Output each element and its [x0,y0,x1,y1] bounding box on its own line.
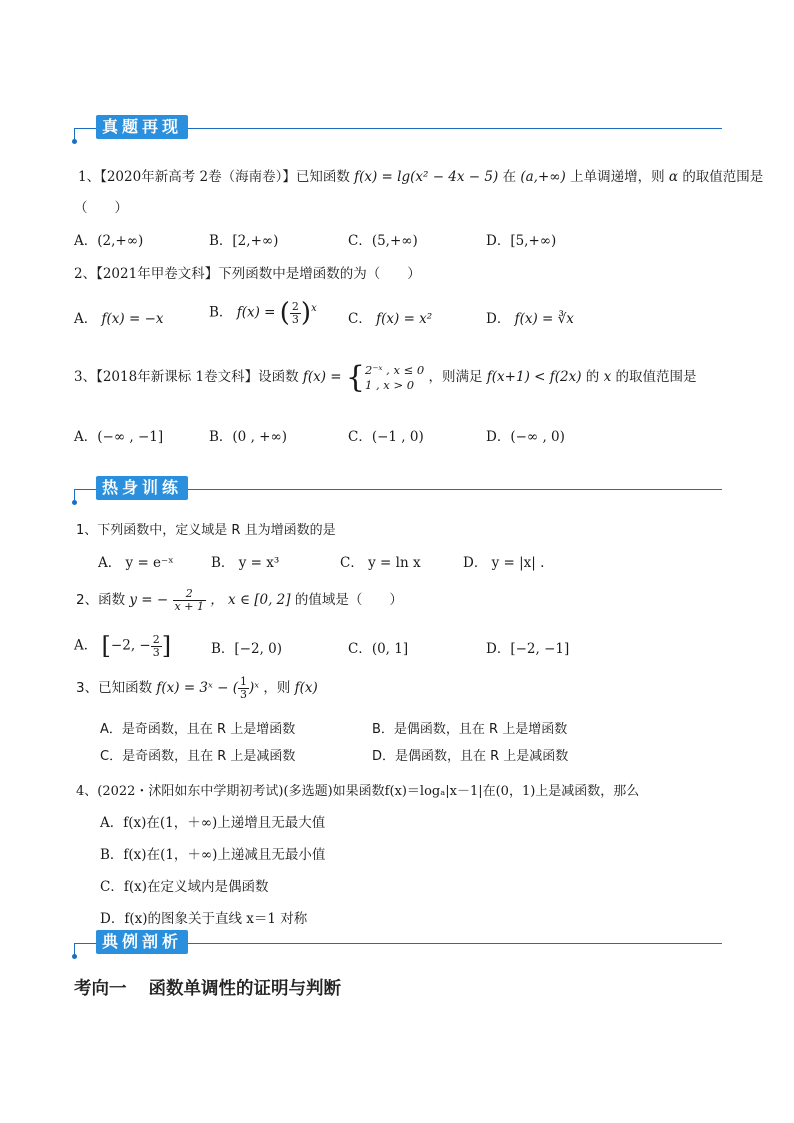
option-a [74,632,171,660]
section-header-zhenti [74,114,722,144]
option-c: C．(−1 , 0) [348,429,424,445]
option-letter: B． [209,304,233,321]
math-expr: (a,+∞) [520,169,566,185]
option-c: C．(0, 1] [348,641,409,657]
numerator: 2 [152,632,160,646]
question-text: 3、【2018年新课标 1卷文科】设函数 [74,369,299,385]
header-dot [72,954,77,959]
option-a: A．是奇函数，且在 R 上是增函数 [100,722,296,737]
math-expr: f(x+1) < f(2x) [486,369,582,385]
math-expr: f(x) = 3ˣ − ( [156,680,238,696]
header-dot [72,139,77,144]
option-b: B．(0 , +∞) [209,429,287,445]
question-2-2 [76,588,403,613]
option-c: C． y = ln x [340,555,421,571]
math-expr: −2, − [110,637,151,654]
question-1-1 [78,165,763,185]
option-b: B．[−2, 0) [211,641,283,657]
brace: { [345,360,366,395]
fraction [238,676,249,701]
bracket-left: [ [101,632,111,660]
denominator: x + 1 [174,600,204,613]
question-text: 3、已知函数 [76,680,153,696]
math-expr: y = − [129,592,169,608]
question-2-1: 1、下列函数中，定义域是 R 且为增函数的是 [76,523,336,538]
math-expr: x [603,369,612,385]
denominator: 3 [291,312,299,326]
option-c: C．f(x)在定义域内是偶函数 [100,879,269,895]
option-c: C．(5,+∞) [348,233,418,249]
option-a [74,307,164,327]
question-2-3 [76,676,318,701]
paren-right: ) [300,298,312,328]
option-letter: A． [74,637,98,654]
question-1-3 [74,360,696,395]
option-b: B．f(x)在(1，＋∞)上递减且无最小值 [100,847,326,863]
option-letter: D． [486,311,511,327]
question-text: 的值域是（ ） [294,592,403,608]
heading-title: 函数单调性的证明与判断 [148,979,341,999]
option-b: B．[2,+∞) [209,233,279,249]
paren-left: ( [279,298,290,328]
math-expr: ， x ∈ [0, 2] [210,592,291,608]
question-text: 的取值范围是 [615,369,697,385]
option-d: D．(−∞ , 0) [486,429,565,445]
option-b: B． y = x³ [211,555,280,571]
question-text: 在 [502,169,517,185]
math-expr: f(x) = lg(x² − 4x − 5) [354,169,499,185]
fraction [151,634,162,659]
math-expr: f(x) = [302,369,342,385]
math-expr: )ˣ [248,680,260,696]
option-d: D．[5,+∞) [486,233,557,249]
option-letter: A． [74,311,98,327]
math-expr: f(x) = −x [101,311,164,327]
option-d: D．是偶函数，且在 R 上是减函数 [372,749,569,764]
option-d: D．[−2, −1] [486,641,570,657]
option-letter: C． [348,311,372,327]
question-text: ，则满足 [428,369,483,385]
question-1-2: 2、【2021年甲卷文科】下列函数中是增函数的为（ ） [74,266,421,282]
option-d: D． y = |x| . [463,555,545,571]
question-text: 的 [585,369,600,385]
option-a: A．(−∞ , −1] [74,429,164,445]
option-a: A．f(x)在(1，＋∞)上递增且无最大值 [100,815,326,831]
numerator: 2 [291,299,299,313]
math-expr: α [668,169,679,185]
question-text: 的取值范围是 [682,169,764,185]
fraction [290,301,301,326]
option-d [486,307,574,327]
header-dot [72,500,77,505]
question-text: 2、函数 [76,592,126,608]
case-1: 2⁻ˣ , x ≤ 0 [365,362,425,377]
math-expr: f(x) = ∛x [514,311,574,327]
question-text: 1、【2020年新高考 2卷（海南卷）】已知函数 [78,169,350,185]
case-2: 1 , x > 0 [365,377,415,392]
exponent: x [311,303,317,314]
question-text: ，则 [263,680,291,696]
piecewise [365,363,424,393]
section-tag: 热身训练 [96,476,188,500]
numerator: 1 [239,675,247,688]
option-b [209,298,317,328]
denominator: 3 [152,645,160,659]
option-a: A．(2,+∞) [74,233,144,249]
section-tag: 真题再现 [96,115,188,139]
option-b: B．是偶函数，且在 R 上是增函数 [372,722,568,737]
option-d: D．f(x)的图象关于直线 x＝1 对称 [100,911,308,927]
math-expr: f(x) = x² [376,311,433,327]
answer-blank: （ ） [74,200,128,216]
option-a: A． y = e⁻ˣ [98,555,174,571]
math-expr: f(x) = [236,304,276,321]
section-header-reshen [74,475,722,505]
question-text: 上单调递增，则 [570,169,665,185]
option-c: C．是奇函数，且在 R 上是减函数 [100,749,296,764]
bracket-right: ] [161,632,172,660]
numerator: 2 [173,588,206,601]
denominator: 3 [239,688,247,701]
section-header-dianli [74,929,722,959]
math-expr: f(x) [294,680,318,696]
option-c [348,307,432,327]
section-tag: 典例剖析 [96,930,188,954]
heading-label: 考向一 [74,979,127,999]
question-2-4: 4、(2022・沭阳如东中学期初考试)(多选题)如果函数f(x)＝logₐ|x－1|在(0，1)上是减函数，那么 [76,784,640,799]
fraction [173,588,206,613]
topic-heading [74,975,341,1000]
